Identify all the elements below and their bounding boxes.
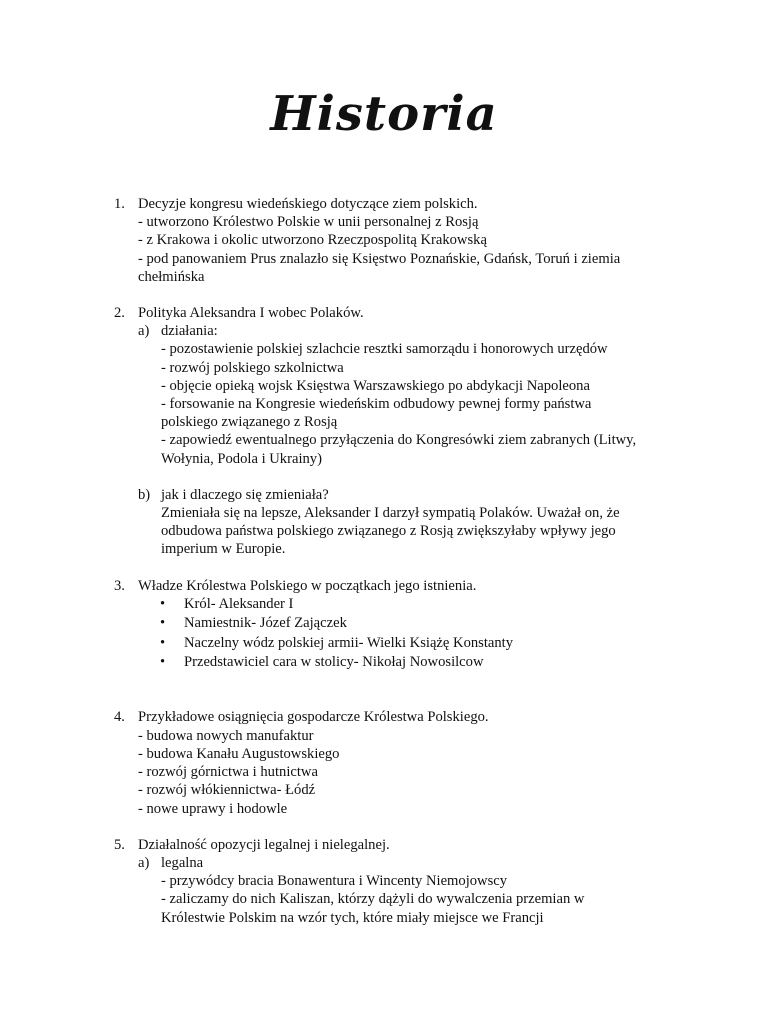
paragraph-line: odbudowa państwa polskiego związanego z Rosją zwiększyłaby wpływy jego [161, 523, 616, 540]
list-item: - objęcie opieką wojsk Księstwa Warszawskiego po abdykacji Napoleona [161, 377, 590, 394]
section-1 [0, 195, 768, 286]
section-number: 3. [114, 577, 125, 594]
subsection-heading: działania: [161, 323, 218, 340]
section-5 [0, 836, 768, 927]
bullet-list [0, 595, 768, 673]
list-item: - z Krakowa i okolic utworzono Rzeczpospolitą Krakowską [138, 232, 487, 249]
list-item: - budowa Kanału Augustowskiego [138, 745, 340, 762]
section-heading: Działalność opozycji legalnej i nielegalnej. [138, 836, 390, 853]
section-number: 2. [114, 305, 125, 322]
subsection-label: a) [138, 854, 150, 871]
list-item: Królestwie Polskim na wzór tych, które miały miejsce we Francji [161, 909, 544, 926]
list-item: - pozostawienie polskiej szlachcie resztki samorządu i honorowych urzędów [161, 341, 608, 358]
page-title: Historia [270, 86, 498, 142]
list-item: - rozwój włókiennictwa- Łódź [138, 782, 316, 799]
bullet-item: • Król- Aleksander I [0, 595, 768, 614]
subsection-b [0, 486, 768, 559]
list-item: - przywódcy bracia Bonawentura i Wincenty Niemojowscy [161, 873, 508, 890]
list-item: - zaliczamy do nich Kaliszan, którzy dążyli do wywalczenia przemian w [161, 891, 585, 908]
section-heading: Przykładowe osiągnięcia gospodarcze Królestwa Polskiego. [138, 709, 489, 726]
list-item: - utworzono Królestwo Polskie w unii personalnej z Rosją [138, 214, 479, 231]
section-number: 1. [114, 196, 125, 212]
bullet-item: • Naczelny wódz polskiej armii- Wielki Książę Konstanty [0, 634, 768, 653]
subsection-heading: jak i dlaczego się zmieniała? [161, 486, 329, 503]
list-item: polskiego związanego z Rosją [161, 414, 338, 431]
list-item: - forsowanie na Kongresie wiedeńskim odbudowy pewnej formy państwa [161, 396, 592, 413]
section-2 [0, 304, 768, 559]
section-heading: Polityka Aleksandra I wobec Polaków. [138, 305, 364, 322]
list-item: - rozwój polskiego szkolnictwa [161, 359, 344, 376]
bullet-item: • Przedstawiciel cara w stolicy- Nikołaj Nowosilcow [0, 653, 768, 672]
section-4 [0, 708, 768, 817]
paragraph-line: imperium w Europie. [161, 541, 286, 558]
subsection-a [0, 854, 768, 927]
subsection-a [0, 322, 768, 468]
list-item: - rozwój górnictwa i hutnictwa [138, 764, 318, 781]
list-item: - zapowiedź ewentualnego przyłączenia do Kongresówki ziem zabranych (Litwy, [161, 432, 637, 449]
list-item: - nowe uprawy i hodowle [138, 800, 288, 817]
list-item: - pod panowaniem Prus znalazło się Księstwo Poznańskie, Gdańsk, Toruń i ziemia [138, 250, 621, 267]
bullet-item: • Namiestnik- Józef Zajączek [0, 614, 768, 633]
section-number: 5. [114, 836, 125, 853]
section-number: 4. [114, 709, 125, 726]
subsection-label: b) [138, 486, 151, 503]
section-heading: Decyzje kongresu wiedeńskiego dotyczące ziem polskich. [138, 196, 478, 212]
document-body [0, 195, 768, 927]
subsection-label: a) [138, 323, 150, 340]
paragraph-line: Zmieniała się na lepsze, Aleksander I darzył sympatią Polaków. Uważał on, że [161, 505, 620, 522]
list-item: Wołynia, Podola i Ukrainy) [161, 450, 322, 467]
list-item: chełmińska [138, 268, 205, 285]
section-3 [0, 577, 768, 673]
section-heading: Władze Królestwa Polskiego w początkach jego istnienia. [138, 577, 477, 594]
subsection-heading: legalna [161, 854, 204, 871]
list-item: - budowa nowych manufaktur [138, 727, 314, 744]
